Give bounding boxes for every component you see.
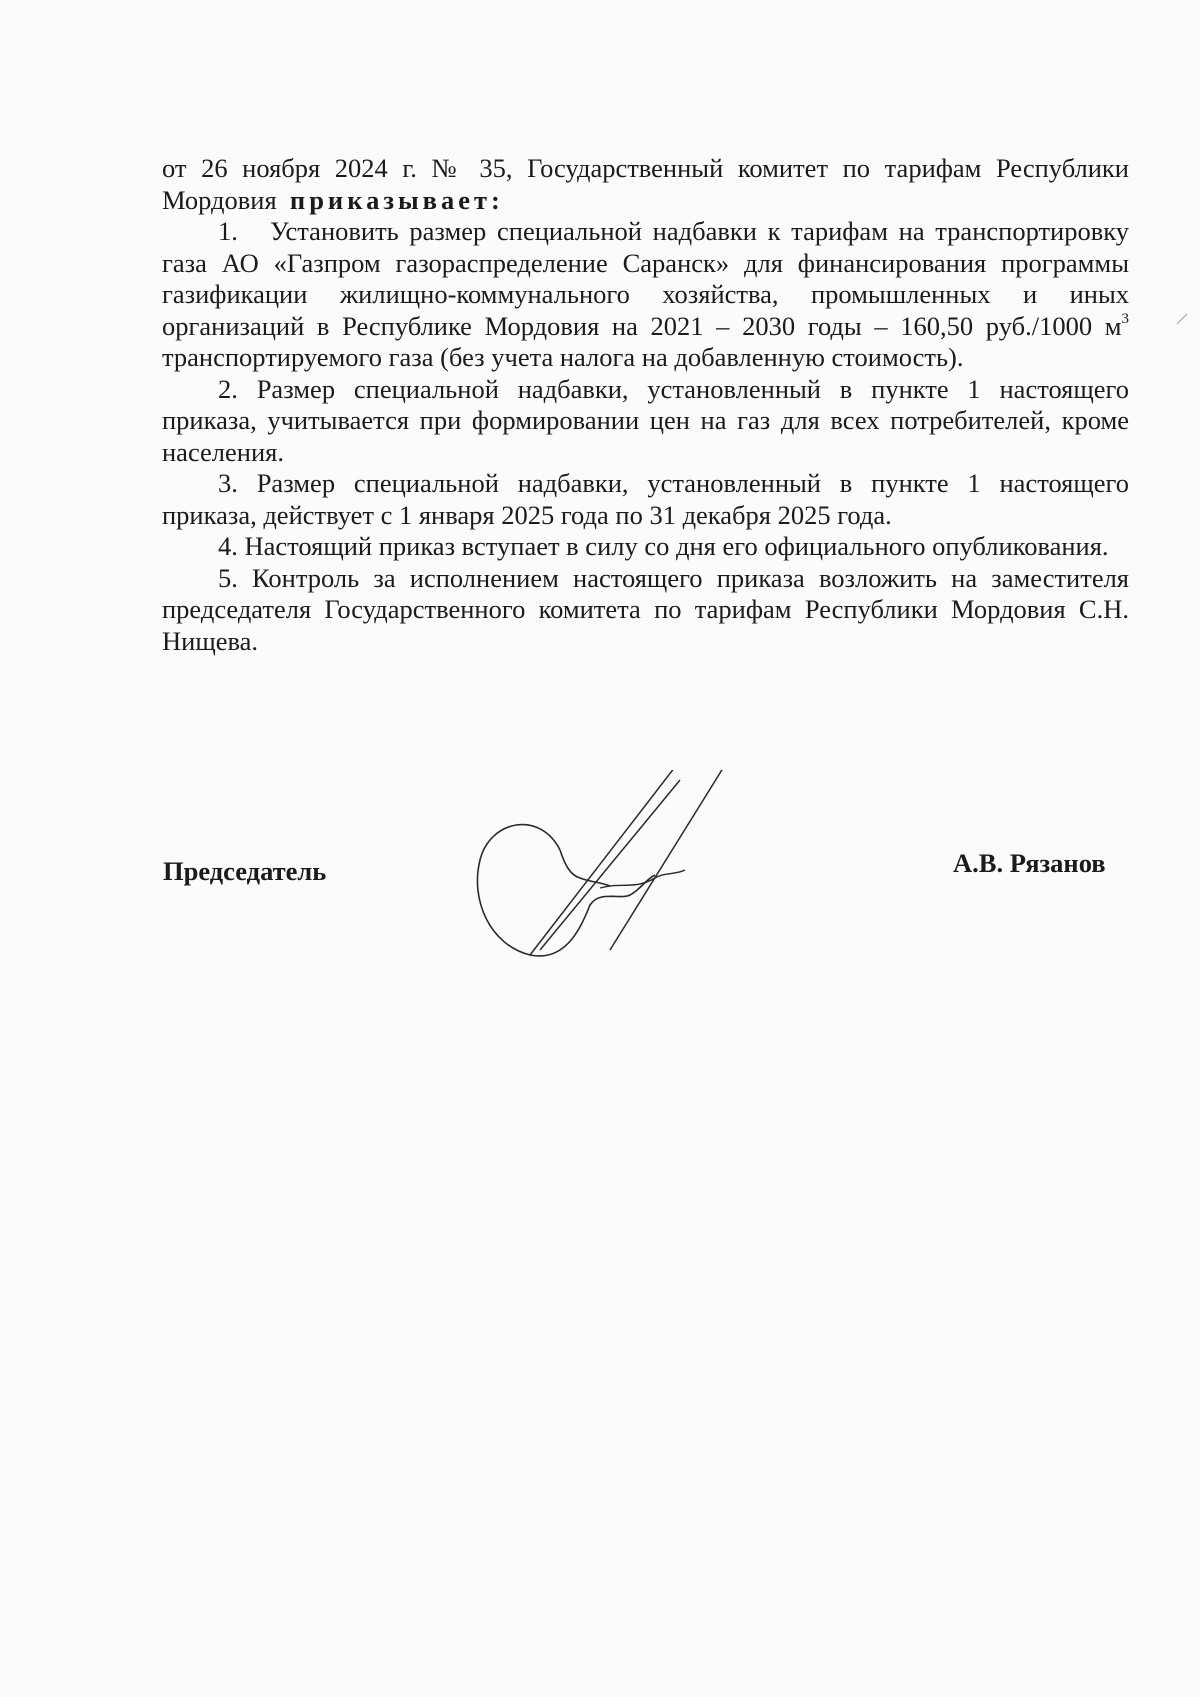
scan-mark (1175, 312, 1189, 326)
order-item-4: 4. Настоящий приказ вступает в силу со дня его официального опубликования. (218, 531, 1109, 561)
order-item-1 (162, 216, 1129, 374)
intro-line2-start: Мордовия (162, 184, 277, 215)
item1-superscript: 3 (1121, 310, 1129, 327)
order-item-2: 2. Размер специальной надбавки, установленный в пункте 1 настоящего приказа, учитывается при формировании цен на газ для всех потребителей, кроме населения. (162, 373, 1129, 467)
order-keyword: приказывает: (289, 184, 504, 215)
item1-tail: транспортируемого газа (без учета налога на добавленную стоимость). (162, 342, 964, 372)
order-item-5: 5. Контроль за исполнением настоящего приказа возложить на заместителя председателя Государственного комитета по тарифам Республики Мордовия С.Н. Нищева. (162, 562, 1129, 656)
handwritten-signature (470, 770, 800, 990)
intro-line1: от 26 ноября 2024 г. № 35, Государственный комитет по тарифам Республики (162, 153, 1129, 183)
intro-paragraph (162, 153, 1129, 216)
item1-number: 1. (218, 216, 238, 246)
item1-text: Установить размер специальной надбавки к тарифам на транспортировку газа АО «Газпром газораспределение Саранск» для финансирования программы газификации жилищно-коммунального хозяйства, промышленных и иных организаций в Республике Мордовия на 2021 – 2030 годы – 160,50 руб./1000 м (162, 216, 1129, 341)
order-item-3: 3. Размер специальной надбавки, установленный в пункте 1 настоящего приказа, действует с 1 января 2025 года по 31 декабря 2025 года. (162, 468, 1129, 530)
order-body (162, 153, 1129, 657)
signatory-name: А.В. Рязанов (953, 848, 1106, 878)
signatory-title: Председатель (163, 856, 327, 886)
